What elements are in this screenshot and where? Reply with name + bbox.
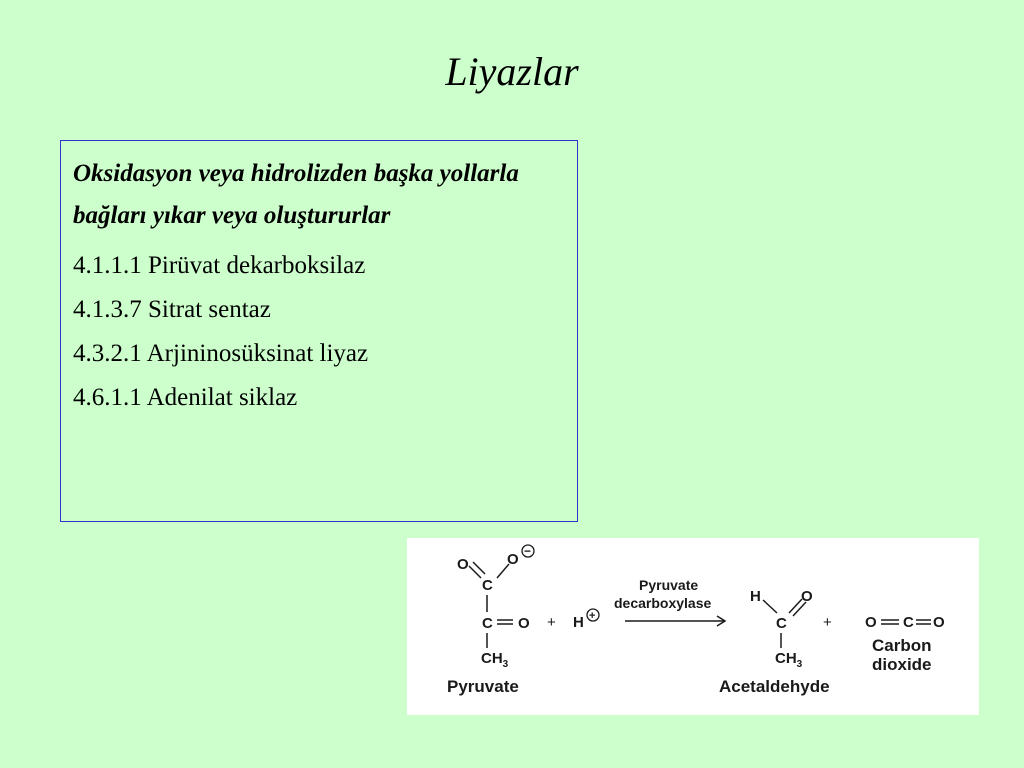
acetaldehyde-methyl: $CH_3$ <box>775 650 803 670</box>
proton-h: H <box>573 614 584 631</box>
enzyme-entry-4: 4.6.1.1 Adenilat siklaz <box>73 384 298 411</box>
plus-sign-1: + <box>547 614 556 631</box>
pyruvate-o-minus: O <box>507 551 519 568</box>
co2-label-line2: dioxide <box>872 655 932 674</box>
enzyme-label-line2: decarboxylase <box>614 595 712 611</box>
enzyme-entry-1: 4.1.1.1 Pirüvat dekarboksilaz <box>73 252 366 279</box>
slide-title-text: Liyazlar <box>445 49 579 94</box>
lyase-definition: Oksidasyon veya hidrolizden başka yollarla bağları yıkar veya oluştururlar <box>73 160 519 229</box>
pyruvate-carboxyl-c: C <box>482 577 493 594</box>
co2-o-left: O <box>865 614 877 631</box>
plus-sign-2: + <box>823 614 832 631</box>
co2-c: C <box>903 614 914 631</box>
reaction-figure <box>407 538 979 715</box>
acetaldehyde-c: C <box>776 615 787 632</box>
enzyme-label-line1: Pyruvate <box>639 577 699 593</box>
pyruvate-o-double: O <box>457 556 469 573</box>
acetaldehyde-label: Acetaldehyde <box>719 677 830 696</box>
acetaldehyde-h: H <box>750 588 761 605</box>
enzyme-entry-3: 4.3.2.1 Arjininosüksinat liyaz <box>73 340 369 367</box>
pyruvate-minus-sign: − <box>524 544 532 558</box>
acetaldehyde-o: O <box>801 588 813 605</box>
proton-plus-sign: + <box>589 610 596 622</box>
co2-o-right: O <box>933 614 945 631</box>
pyruvate-label: Pyruvate <box>447 677 519 696</box>
pyruvate-carbonyl-c: C <box>482 615 493 632</box>
pyruvate-carbonyl-o: O <box>518 615 530 632</box>
pyruvate-methyl: $CH_3$ <box>481 650 509 670</box>
co2-label-line1: Carbon <box>872 636 932 655</box>
slide-title <box>0 48 1024 95</box>
lyase-info-box <box>60 140 578 522</box>
enzyme-entry-2: 4.1.3.7 Sitrat sentaz <box>73 296 271 323</box>
pyruvate-decarboxylation-diagram <box>407 538 979 715</box>
